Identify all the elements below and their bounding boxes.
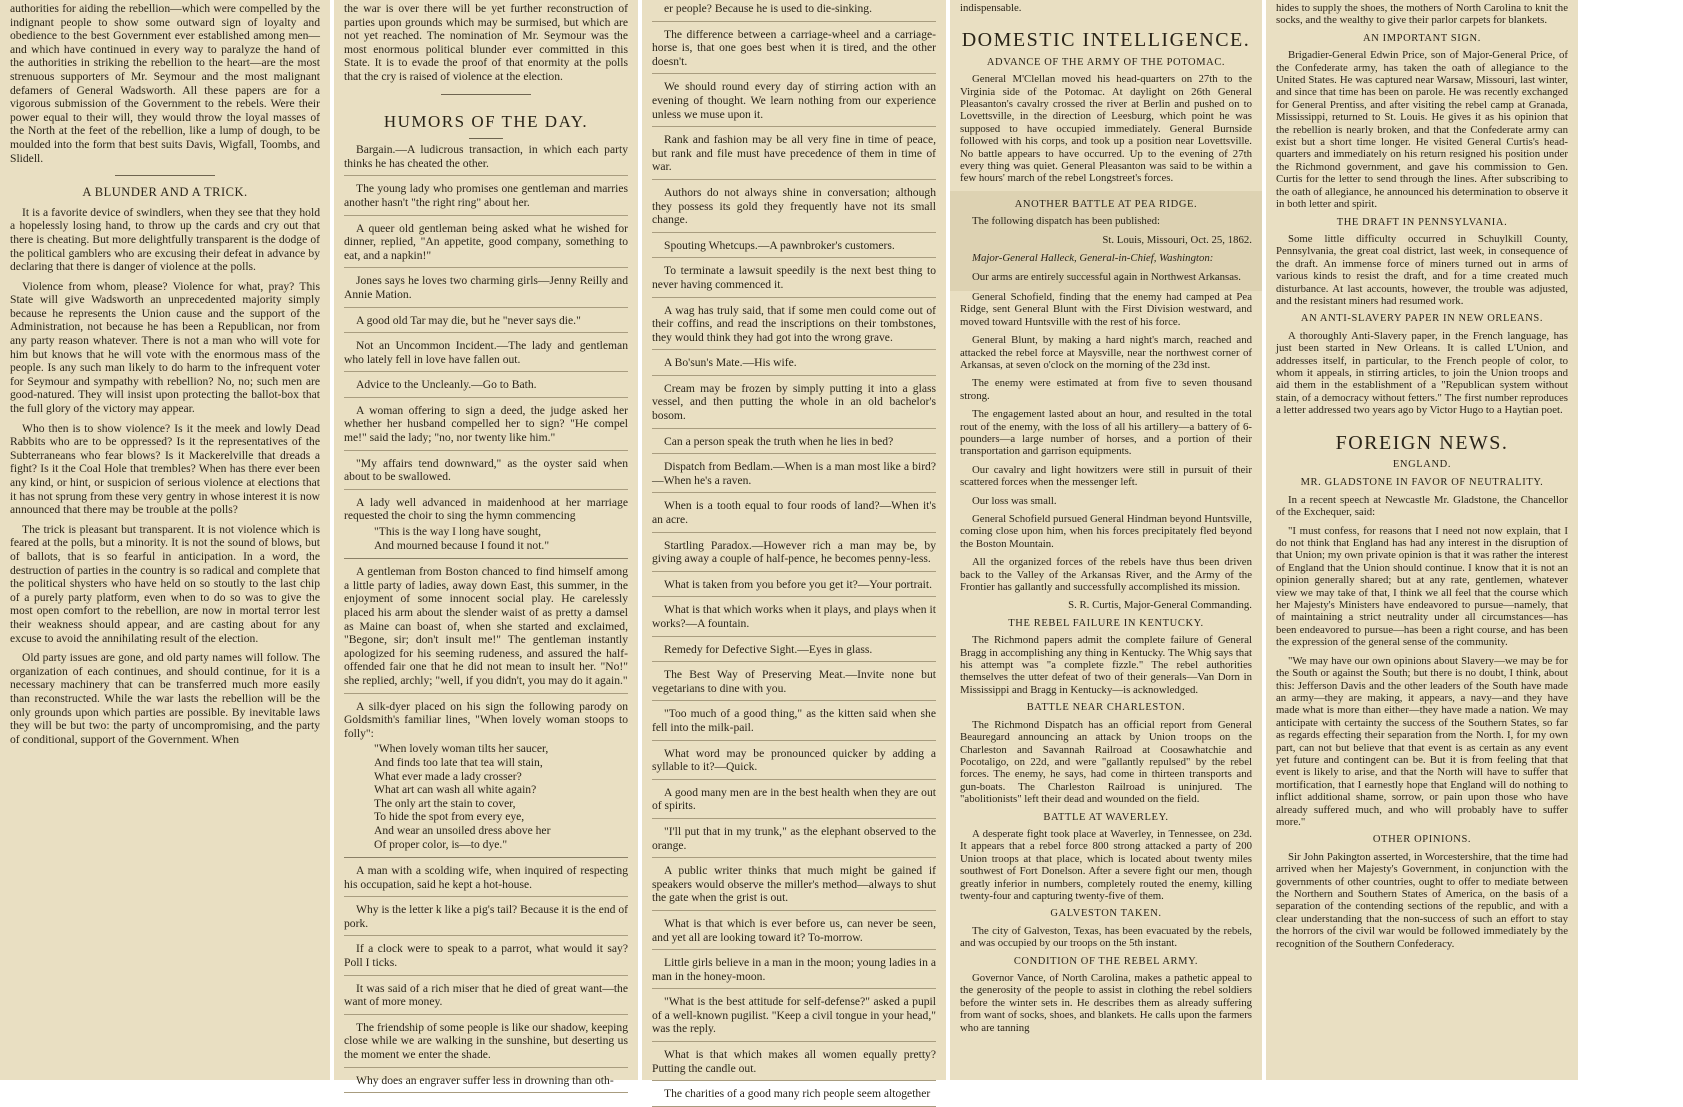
humor-item: A gentleman from Boston chanced to find himself among a little party of ladies, away down East, this summer, in the enjoyment of some innocent social play. He carelessly placed his arm about the slender waist of as pretty a damsel as Maine can boast of, when she started and exclaimed, "Begone, sir; don't insult me!" The gentleman instantly apologized for his seeming rudeness, and assured the half-offended fair one that he did not mean to insult her. "No!" she replied, archly; "well, if you didn't, you may do it again." <box>344 565 628 693</box>
divider <box>115 175 214 176</box>
dispatch-box <box>950 191 1262 291</box>
article-heading: AN ANTI-SLAVERY PAPER IN NEW ORLEANS. <box>1300 313 1544 325</box>
article-text: Old party issues are gone, and old party names will follow. The organization of each continues, and should continue, for it is a necessary machinery that can be transferred much more easily than reconstructed. While the war lasts the rebellion will be the only grounds upon which parties are possible. By inevitable laws they will be but two: the party of uncompromising, and the party of conditional, support of the Government. When <box>10 651 320 746</box>
humor-item: A public writer thinks that much might be gained if speakers would observe the miller's method—always to shut the gate when the grist is out. <box>652 864 936 911</box>
article-text: The engagement lasted about an hour, and resulted in the total rout of the enemy, with the loss of all his artillery—a battery of 6-pounders—a large number of horses, and a portion of their transportation and garrison equipments. <box>960 408 1252 458</box>
article-heading: ANOTHER BATTLE AT PEA RIDGE. <box>1014 198 1198 210</box>
article-heading: AN IMPORTANT SIGN. <box>1363 32 1481 44</box>
humor-item: The difference between a carriage-wheel and a carriage-horse is, that one goes best when it is tired, and the other doesn't. <box>652 28 936 75</box>
article-heading: THE REBEL FAILURE IN KENTUCKY. <box>1008 617 1204 629</box>
humor-item: Jones says he loves two charming girls—Jenny Reilly and Annie Mation. <box>344 274 628 307</box>
address: Major-General Halleck, General-in-Chief, Washington: <box>972 252 1214 265</box>
humor-item: What is that which makes all women equally pretty? Putting the candle out. <box>652 1048 936 1081</box>
verse-line: What art can wash all white again? <box>374 783 537 797</box>
humor-item: A good many men are in the best health when they are out of spirits. <box>652 786 936 819</box>
humor-item: We should round every day of stirring action with an evening of thought. We learn nothing from our experience unless we muse upon it. <box>652 80 936 127</box>
column-2 <box>334 0 638 1087</box>
humor-item: A woman offering to sign a deed, the judge asked her whether her husband compelled her to sign? "He compel me!" said the lady; "no, nor twenty like him." <box>344 404 628 451</box>
humor-item: A man with a scolding wife, when inquired of respecting his occupation, said he kept a hot-house. <box>344 864 628 897</box>
humor-item: Startling Paradox.—However rich a man may be, by giving away a couple of half-pence, he becomes penny-less. <box>652 539 936 572</box>
article-text: indispensable. <box>960 2 1022 14</box>
article-text: In a recent speech at Newcastle Mr. Gladstone, the Chancellor of the Exchequer, said: <box>1276 493 1568 519</box>
article-text: Sir John Pakington asserted, in Worcestershire, that the time had arrived when her Majesty's Government, in conjunction with the governments of other countries, ought to offer to mediate between the Northern and Southern States of America, on the basis of a separation of the contending sections of the republic, and with a clear understanding that the non-success of such an effort to stay the horrors of the civil war would be followed immediately by the recognition of the Southern Confederacy. <box>1276 850 1568 950</box>
article-heading: ADVANCE OF THE ARMY OF THE POTOMAC. <box>986 56 1226 68</box>
article-text: A thoroughly Anti-Slavery paper, in the French language, has just been started in New Orleans. It is called L'Union, and addresses itself, in particular, to the French people of color, to whom it appeals, in stirring articles, to join the Union troops and aid them in the establishment of a "Republican system without stain, of a democracy without fetters." The first number reproduces a letter addressed two years ago by Victor Hugo to a Haytian poet. <box>1276 329 1568 417</box>
article-text: A desperate fight took place at Waverley, in Tennessee, on 23d. It appears that a rebel force 800 strong attacked a party of 200 Union troops at that place, which is located about twenty miles southwest of Fort Donelson. After a severe fight our men, though greatly inferior in numbers, completely routed the enemy, killing twenty-four and capturing twenty-five of them. <box>960 827 1252 902</box>
humor-item: A good old Tar may die, but he "never says die." <box>344 314 628 334</box>
humor-item: What is taken from you before you get it?—Your portrait. <box>652 578 936 598</box>
humor-item: A Bo'sun's Mate.—His wife. <box>652 356 936 376</box>
article-text: Our cavalry and light howitzers were still in pursuit of their scattered forces when the messenger left. <box>960 463 1252 489</box>
article-text: General Blunt, by making a hard night's march, reached and attacked the rebel force at Maysville, near the northwest corner of Arkansas, at seven o'clock on the morning of the 23d inst. <box>960 334 1252 371</box>
article-text: authorities for aiding the rebellion—which were compelled by the indignant people to show some outward sign of loyalty and obedience to the best Government ever established among men—and which have continued in every way to paralyze the hand of the authorities in striking the rebellion to the heart—are the most strenuous supporters of Mr. Seymour and the most malignant defamers of General Wadsworth. All these papers are for a vigorous submission of the Government to the rebels. Were their power equal to their will, they would throw the loyal masses of the North at the feet of the rebellion, like a lump of dough, to be moulded into the form that best suits Davis, Wigfall, Toombs, and Slidell. <box>10 2 320 165</box>
column-4 <box>950 0 1262 1080</box>
humor-item: Why does an engraver suffer less in drowning than oth- <box>344 1074 628 1094</box>
humor-item: "I'll put that in my trunk," as the elephant observed to the orange. <box>652 825 936 858</box>
article-heading: THE DRAFT IN PENNSYLVANIA. <box>1336 216 1508 228</box>
humor-item: Remedy for Defective Sight.—Eyes in glass. <box>652 643 936 663</box>
humor-item: The Best Way of Preserving Meat.—Invite none but vegetarians to dine with you. <box>652 668 936 701</box>
article-text: the war is over there will be yet further reconstruction of parties upon grounds which may be surmised, but which are not yet reached. The nomination of Mr. Seymour was the most enormous political blunder ever committed in this State. It is to evade the proof of that enormity at the polls that the cry is raised of violence at the election. <box>344 2 628 83</box>
humor-item: Why is the letter k like a pig's tail? Because it is the end of pork. <box>344 903 628 936</box>
article-text: hides to supply the shoes, the mothers of North Carolina to knit the socks, and the wealthy to give their parlor carpets for blankets. <box>1276 2 1568 27</box>
article-text: Governor Vance, of North Carolina, makes a pathetic appeal to the generosity of the people to assist in clothing the rebel soldiers before the winter sets in. He describes them as already suffering from want of socks, shoes, and blankets. He calls upon the farmers who are tanning <box>960 972 1252 1034</box>
article-text: Our loss was small. <box>972 494 1057 507</box>
article-text: "I must confess, for reasons that I need not now explain, that I do not think that England has had any interest in the disruption of that Union; my own private opinion is that it was rather the interest of England that the Union should continue. I know that it is not an opinion generally shared; but at any rate, gentlemen, whatever view we may take of that, I think we all feel that the course which her Majesty's Ministers have endeavored to pursue—namely, that of maintaining a strict neutrality under all circumstances—has been endeavored to pursue—has been a right course, and has been the expression of the general sense of the community. <box>1276 524 1568 649</box>
article-text: All the organized forces of the rebels have thus been driven back to the Valley of the Arkansas River, and the Army of the Frontier has gallantly and successfully accomplished its mission. <box>960 556 1252 594</box>
verse-line: "When lovely woman tilts her saucer, <box>374 742 549 756</box>
humor-item: When is a tooth equal to four roods of land?—When it's an acre. <box>652 499 936 532</box>
humor-item: "My affairs tend downward," as the oyster said when about to be swallowed. <box>344 457 628 490</box>
humor-item: Advice to the Uncleanly.—Go to Bath. <box>344 378 628 398</box>
humor-item: What is that which is ever before us, can never be seen, and yet all are looking toward it? To-morrow. <box>652 917 936 950</box>
humor-item: It was said of a rich miser that he died of great want—the want of more money. <box>344 982 628 1015</box>
divider <box>344 857 628 858</box>
article-text: General M'Clellan moved his head-quarters on 27th to the Virginia side of the Potomac. At daylight on 26th General Pleasanton's cavalry crossed the river at Berlin and pushed on to Lovettsville, in the direction of Leesburg, which point he was supposed to have occupied immediately. General Burnside followed with his corps, and took up a position near Lovettsville. No battle appears to have occurred. Up to the evening of 27th every thing was quiet. General Pleasanton was said to be within a few hours' march of the rebel Longstreet's forces. <box>960 73 1252 185</box>
humor-item: What word may be pronounced quicker by adding a syllable to it?—Quick. <box>652 747 936 780</box>
divider <box>469 138 503 139</box>
verse <box>374 742 628 851</box>
article-text: Some little difficulty occurred in Schuylkill County, Pennsylvania, the great coal district, last week, in consequence of the draft. An immense force of miners turned out in arms of various kinds to resist the draft, and for a time created much disturbance. At last accounts, however, the trouble was adjusted, and the resistant miners had resumed work. <box>1276 232 1568 307</box>
verse-line: And mourned because I found it not." <box>374 538 550 552</box>
humor-item: Authors do not always shine in conversation; although they possess its gold they frequently have not its small change. <box>652 186 936 233</box>
section-heading: FOREIGN NEWS. <box>1335 431 1509 454</box>
column-5 <box>1266 0 1578 1080</box>
article-text: The trick is pleasant but transparent. It is not violence which is feared at the polls, but a minority. It is not the sound of blows, but of ballots, that is so fearful in anticipation. In a word, the destruction of parties in the country is so radical and complete that the political shysters who have held on so stoutly to the last chip of a purely party platform, even when to do so was to give the most open comfort to the rebellion, are now in mortal terror lest their weakness should appear, and are casting about for any excuse to avoid the annihilating result of the election. <box>10 522 320 645</box>
article-text: Brigadier-General Edwin Price, son of Major-General Price, of the Confederate army, has taken the oath of allegiance to the United States. He was captured near Warsaw, Missouri, last winter, and since that time has been on parole. He was recently exchanged for General Prentiss, and after visiting the rebel camp at Granada, Mississippi, returned to St. Louis. He gives it as his opinion that the rebellion is nearly broken, and that the Confederate army can exist but a short time longer. He visited General Curtis's head-quarters and immediately on his return resigned his position under the Richmond government, and gave his commission to Gen. Curtis for the letter to send through the lines. After subscribing to the oath of allegiance, he announced his determination to observe it in both letter and spirit. <box>1276 49 1568 211</box>
humor-item: What is that which works when it plays, and plays when it works?—A fountain. <box>652 603 936 636</box>
article-text: General Schofield, finding that the enemy had camped at Pea Ridge, sent General Blunt with the First Division westward, and moved toward Huntsville with the rest of his force. <box>960 290 1252 328</box>
article-text: The enemy were estimated at from five to seven thousand strong. <box>960 377 1252 402</box>
article-text: The Richmond Dispatch has an official report from General Beauregard announcing an attack by Union troops on the Charleston and Savannah Railroad at Coosawhatchie and Pocotaligo, on 22d, and were "gallantly repulsed" by the rebel forces. The enemy, he says, had come in thirteen transports and gun-boats. The Charleston Railroad is uninjured. The "abolitionists" left their dead and wounded on the field. <box>960 718 1252 806</box>
humor-item: The young lady who promises one gentleman and marries another hasn't "the right ring" about her. <box>344 182 628 215</box>
column-1 <box>0 0 330 1080</box>
article-heading: CONDITION OF THE REBEL ARMY. <box>1013 955 1199 967</box>
section-heading: DOMESTIC INTELLIGENCE. <box>961 29 1251 52</box>
humor-item: Bargain.—A ludicrous transaction, in which each party thinks he has cheated the other. <box>344 143 628 176</box>
humor-item: To terminate a lawsuit speedily is the next best thing to never having commenced it. <box>652 264 936 297</box>
humor-item: A silk-dyer placed on his sign the following parody on Goldsmith's familiar lines, "When lovely woman stoops to folly": <box>344 699 628 740</box>
humor-item: Not an Uncommon Incident.—The lady and gentleman who lately fell in love have fallen out. <box>344 339 628 372</box>
verse-line: "This is the way I long have sought, <box>374 525 542 539</box>
dateline: St. Louis, Missouri, Oct. 25, 1862. <box>1102 233 1252 246</box>
humor-item: A queer old gentleman being asked what he wished for dinner, replied, "An appetite, good company, something to eat, and a napkin!" <box>344 222 628 269</box>
article-heading: ENGLAND. <box>1392 459 1452 470</box>
humor-item: Cream may be frozen by simply putting it into a glass vessel, and then putting the whole in an old bachelor's bosom. <box>652 382 936 429</box>
humor-item: "Too much of a good thing," as the kitten said when she fell into the milk-pail. <box>652 707 936 740</box>
humor-item: A wag has truly said, that if some men could come out of their coffins, and read the inscriptions on their tombstones, they would think they had got into the wrong grave. <box>652 304 936 351</box>
humor-item: er people? Because he is used to die-sinking. <box>652 2 936 22</box>
signature: S. R. Curtis, Major-General Commanding. <box>1068 599 1252 612</box>
verse-line: The only art the stain to cover, <box>374 796 516 810</box>
article-text: Violence from whom, please? Violence for what, pray? This State will give Wadsworth an unprecedented majority simply because he represents the Union cause and the support of the Administration, not because he has been a Republican, nor from any party reason whatever. There is not a man who will vote for him but knows that he will vote with the enormous mass of the people. Is any such man likely to do harm to the infrequent voter for Seymour and sympathy with rebellion? No, no; such men are good-natured. They will insist upon protecting the ballot-box that the full glory of the victory may appear. <box>10 279 320 416</box>
article-text: Our arms are entirely successful again in Northwest Arkansas. <box>972 270 1241 283</box>
article-text: General Schofield pursued General Hindman beyond Huntsville, coming close upon him, when his forces precipitately fled beyond the Boston Mountain. <box>960 513 1252 550</box>
humor-item: A lady well advanced in maidenhood at her marriage requested the choir to sing the hymn commencing <box>344 495 628 523</box>
humor-item: Spouting Whetcups.—A pawnbroker's customers. <box>652 239 936 259</box>
article-heading: OTHER OPINIONS. <box>1372 834 1472 846</box>
verse-line: And finds too late that tea will stain, <box>374 755 543 769</box>
verse-line: Of proper color, is—to dye." <box>374 837 508 851</box>
column-3 <box>642 0 946 1101</box>
humor-item: Little girls believe in a man in the moon; young ladies in a man in the honey-moon. <box>652 956 936 989</box>
article-text: "We may have our own opinions about Slavery—we may be for the South or against the South; but there is no doubt, I think, about this: Jefferson Davis and the other leaders of the South have made an army—they are making, it appears, a navy—and they have made what is more than either—they have made a nation. We may anticipate with certainty the success of the Southern States, so far as regards effecting their separation from the North. I, for my own part, can not but believe that that event is as certain as any event yet future and contingent can be. But it is from feeling that that event is likely to arise, and that the North will have to suffer that mortification, that I earnestly hope that England will do nothing to inflict additional shame, sorrow, or pain upon those who have already suffered much, and who will probably have to suffer more." <box>1276 654 1568 828</box>
article-text: The Richmond papers admit the complete failure of General Bragg in accomplishing any thing in Kentucky. The Whig says that his attempt was "a complete fizzle." The rebel authorities themselves the utter defeat of two of their generals—Van Dorn in Mississippi and Bragg in Kentucky—is acknowledged. <box>960 634 1252 696</box>
humor-item: If a clock were to speak to a parrot, what would it say? Poll I ticks. <box>344 942 628 975</box>
verse-line: To hide the spot from every eye, <box>374 810 525 824</box>
article-heading: MR. GLADSTONE IN FAVOR OF NEUTRALITY. <box>1300 477 1544 489</box>
divider <box>441 94 532 95</box>
verse <box>374 525 628 552</box>
humor-item: Dispatch from Bedlam.—When is a man most like a bird?—When he's a raven. <box>652 460 936 493</box>
article-text: Who then is to show violence? Is it the meek and lowly Dead Rabbits who are to be oppressed? Is it the representatives of the Subterraneans who fear blows? Is it Mackerelville that dreads a fight? Is it the Coal Hole that trembles? When has there ever been any kind, or hint, or suspicion of serious violence at elections that it has not sprung from these very gentry in whose interest it is now announced that there may be trouble at the polls? <box>10 421 320 517</box>
humor-item: Rank and fashion may be all very fine in time of peace, but rank and file must have precedence of them in time of war. <box>652 133 936 180</box>
article-heading: A BLUNDER AND A TRICK. <box>82 185 248 200</box>
humor-item: "What is the best attitude for self-defense?" asked a pupil of a well-known pugilist. "Keep a civil tongue in your head," was the reply. <box>652 995 936 1042</box>
article-heading: GALVESTON TAKEN. <box>1050 908 1162 920</box>
humor-item: The charities of a good many rich people seem altogether <box>652 1087 936 1107</box>
article-text: It is a favorite device of swindlers, when they see that they hold a hopelessly losing hand, to throw up the cards and cry out that there is cheating. But more delightfully transparent is the dodge of the political gamblers who are excusing their defeat in advance by declaring that there is danger of violence at the polls. <box>10 205 320 274</box>
article-heading: BATTLE NEAR CHARLESTON. <box>1026 702 1186 714</box>
article-text: The city of Galveston, Texas, has been evacuated by the rebels, and was occupied by our troops on the 5th instant. <box>960 924 1252 950</box>
humor-item: Can a person speak the truth when he lies in bed? <box>652 435 936 455</box>
divider <box>344 558 628 559</box>
verse-line: And wear an unsoiled dress above her <box>374 823 551 837</box>
humor-item: The friendship of some people is like our shadow, keeping close while we are walking in the sunshine, but deserting us the moment we enter the shade. <box>344 1021 628 1068</box>
article-text: The following dispatch has been published: <box>972 215 1161 228</box>
article-heading: BATTLE AT WAVERLEY. <box>1043 811 1169 823</box>
section-heading: HUMORS OF THE DAY. <box>383 111 589 131</box>
verse-line: What ever made a lady crosser? <box>374 769 522 783</box>
